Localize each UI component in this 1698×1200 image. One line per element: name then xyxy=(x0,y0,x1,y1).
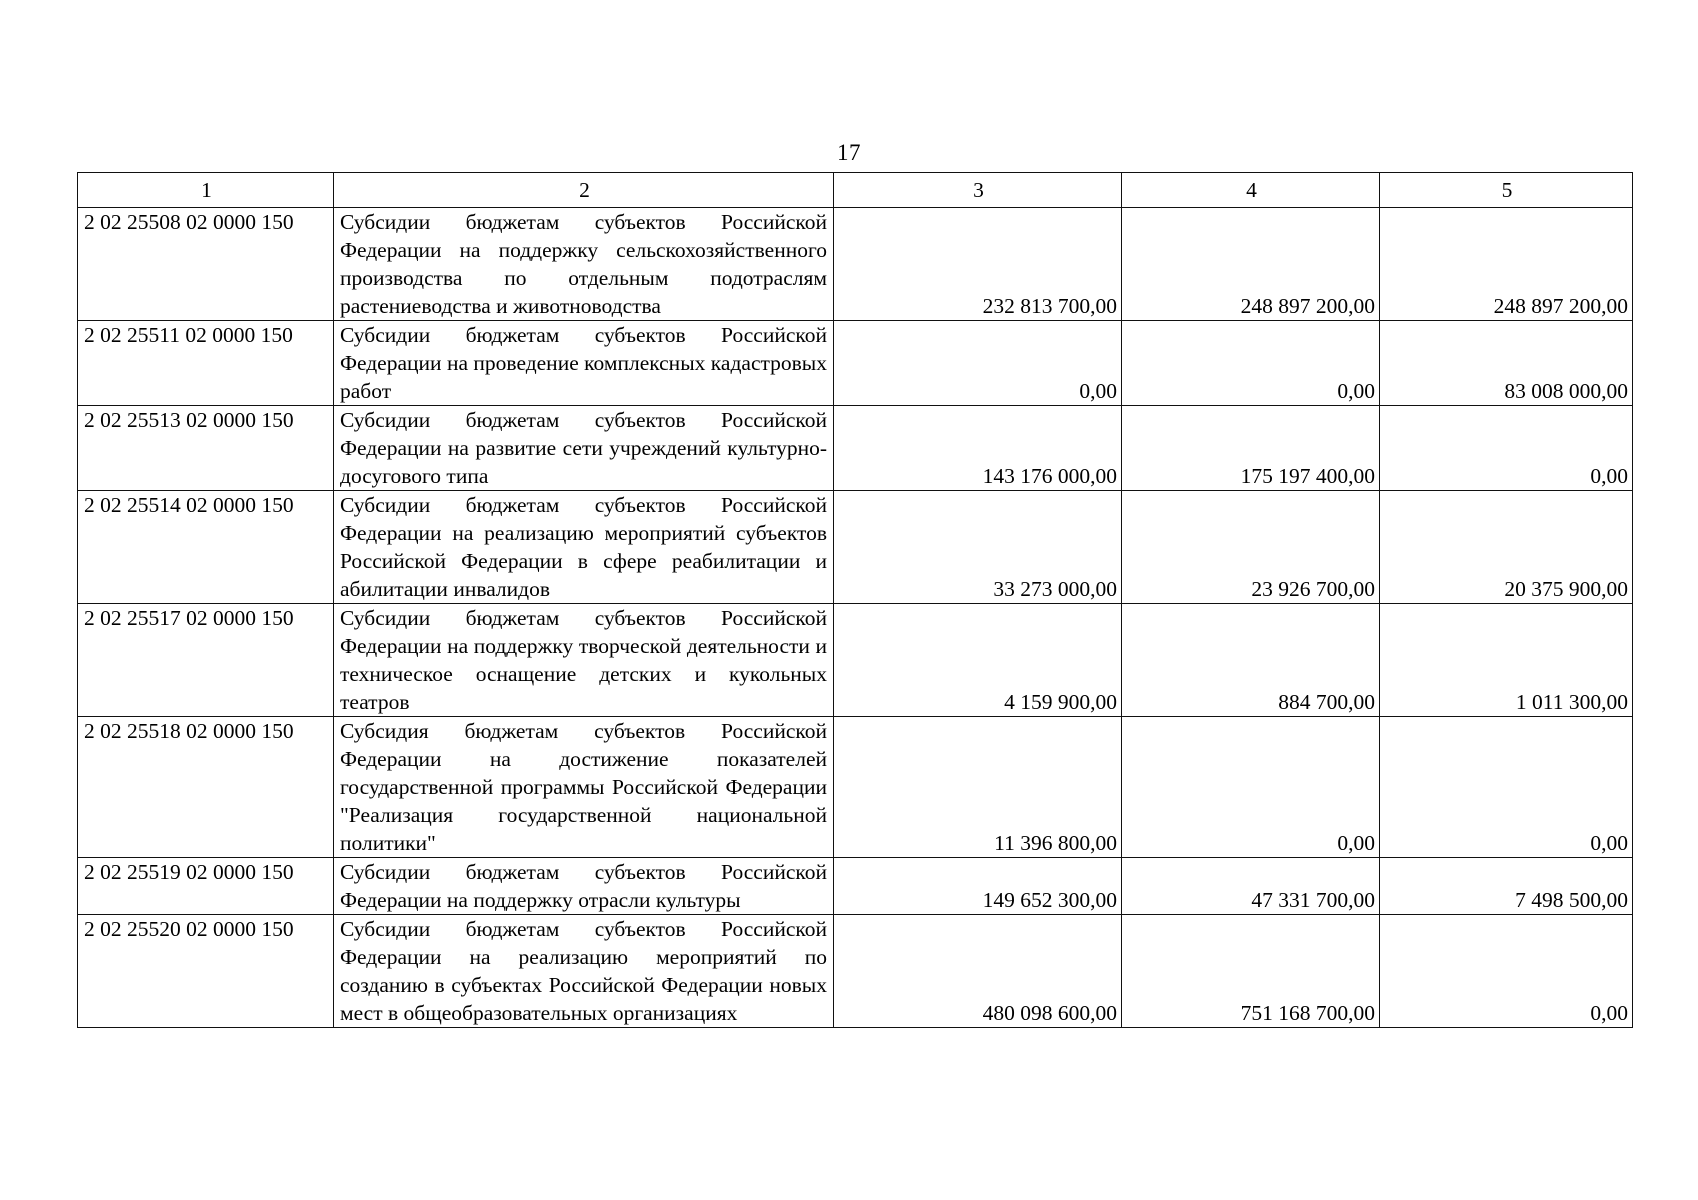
amount-col3-cell: 11 396 800,00 xyxy=(834,717,1122,858)
amount-col5-cell: 7 498 500,00 xyxy=(1380,858,1633,915)
amount-col5-cell: 1 011 300,00 xyxy=(1380,604,1633,717)
amount-col3-cell: 0,00 xyxy=(834,321,1122,406)
amount-col4-cell: 175 197 400,00 xyxy=(1122,406,1380,491)
table-row xyxy=(78,208,1633,321)
budget-code-cell: 2 02 25519 02 0000 150 xyxy=(78,858,334,915)
column-header-5: 5 xyxy=(1380,173,1633,208)
description-cell: Субсидии бюджетам субъектов Российской Федерации на поддержку отрасли культуры xyxy=(334,858,834,915)
amount-col4-cell: 0,00 xyxy=(1122,717,1380,858)
page-number: 17 xyxy=(837,140,861,165)
description-cell: Субсидии бюджетам субъектов Российской Федерации на развитие сети учреждений культурно-досугового типа xyxy=(334,406,834,491)
column-header-1: 1 xyxy=(78,173,334,208)
budget-code-cell: 2 02 25511 02 0000 150 xyxy=(78,321,334,406)
amount-col3-cell: 4 159 900,00 xyxy=(834,604,1122,717)
description-cell: Субсидия бюджетам субъектов Российской Федерации на достижение показателей государственной программы Российской Федерации "Реализация государственной национальной политики" xyxy=(334,717,834,858)
budget-table xyxy=(77,172,1633,1028)
budget-code-cell: 2 02 25513 02 0000 150 xyxy=(78,406,334,491)
table-row xyxy=(78,717,1633,858)
amount-col3-cell: 149 652 300,00 xyxy=(834,858,1122,915)
amount-col3-cell: 143 176 000,00 xyxy=(834,406,1122,491)
description-cell: Субсидии бюджетам субъектов Российской Федерации на поддержку творческой деятельности и техническое оснащение детских и кукольных театров xyxy=(334,604,834,717)
amount-col3-cell: 33 273 000,00 xyxy=(834,491,1122,604)
table-row xyxy=(78,915,1633,1028)
amount-col3-cell: 480 098 600,00 xyxy=(834,915,1122,1028)
budget-code-cell: 2 02 25520 02 0000 150 xyxy=(78,915,334,1028)
amount-col4-cell: 47 331 700,00 xyxy=(1122,858,1380,915)
amount-col4-cell: 0,00 xyxy=(1122,321,1380,406)
table-row xyxy=(78,321,1633,406)
description-cell: Субсидии бюджетам субъектов Российской Федерации на поддержку сельскохозяйственного производства по отдельным подотраслям растениеводства и животноводства xyxy=(334,208,834,321)
description-cell: Субсидии бюджетам субъектов Российской Федерации на реализацию мероприятий по созданию в субъектах Российской Федерации новых мест в общеобразовательных организациях xyxy=(334,915,834,1028)
amount-col4-cell: 248 897 200,00 xyxy=(1122,208,1380,321)
column-header-3: 3 xyxy=(834,173,1122,208)
budget-code-cell: 2 02 25508 02 0000 150 xyxy=(78,208,334,321)
budget-code-cell: 2 02 25514 02 0000 150 xyxy=(78,491,334,604)
table-row xyxy=(78,604,1633,717)
amount-col4-cell: 23 926 700,00 xyxy=(1122,491,1380,604)
table-row xyxy=(78,406,1633,491)
column-header-2: 2 xyxy=(334,173,834,208)
budget-code-cell: 2 02 25517 02 0000 150 xyxy=(78,604,334,717)
table-row xyxy=(78,491,1633,604)
amount-col5-cell: 20 375 900,00 xyxy=(1380,491,1633,604)
amount-col5-cell: 83 008 000,00 xyxy=(1380,321,1633,406)
amount-col5-cell: 0,00 xyxy=(1380,717,1633,858)
amount-col4-cell: 751 168 700,00 xyxy=(1122,915,1380,1028)
column-header-4: 4 xyxy=(1122,173,1380,208)
description-cell: Субсидии бюджетам субъектов Российской Федерации на реализацию мероприятий субъектов Российской Федерации в сфере реабилитации и абилитации инвалидов xyxy=(334,491,834,604)
amount-col5-cell: 0,00 xyxy=(1380,406,1633,491)
amount-col5-cell: 248 897 200,00 xyxy=(1380,208,1633,321)
budget-code-cell: 2 02 25518 02 0000 150 xyxy=(78,717,334,858)
amount-col4-cell: 884 700,00 xyxy=(1122,604,1380,717)
header-row xyxy=(78,173,1633,208)
description-cell: Субсидии бюджетам субъектов Российской Федерации на проведение комплексных кадастровых работ xyxy=(334,321,834,406)
amount-col5-cell: 0,00 xyxy=(1380,915,1633,1028)
table-row xyxy=(78,858,1633,915)
amount-col3-cell: 232 813 700,00 xyxy=(834,208,1122,321)
